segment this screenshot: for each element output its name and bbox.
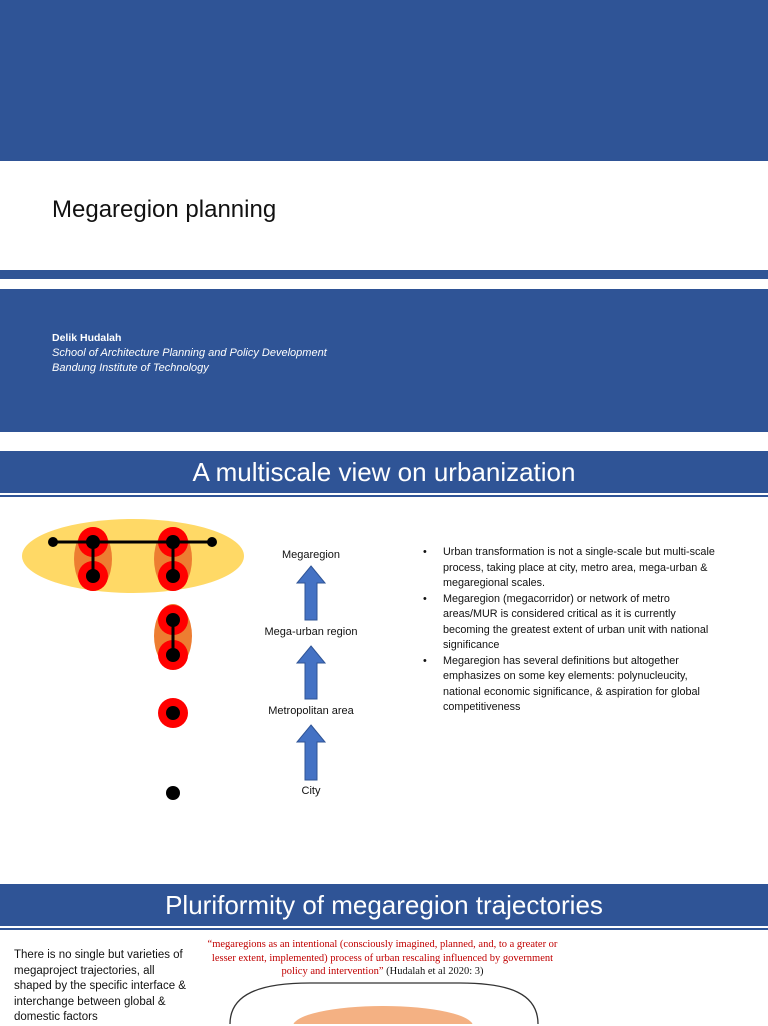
mur-city-1 bbox=[166, 613, 180, 627]
megaregion-ellipse bbox=[22, 519, 244, 593]
megaregion-city-5 bbox=[166, 569, 180, 583]
author-name: Delik Hudalah bbox=[52, 332, 122, 344]
city-dot bbox=[166, 786, 180, 800]
trajectory-inner-shape bbox=[293, 1006, 473, 1024]
arrow-to-metropolitan-area bbox=[297, 725, 325, 780]
level-label-city: City bbox=[301, 785, 321, 797]
quote-citation: (Hudalah et al 2020: 3) bbox=[386, 966, 484, 977]
megaregion-definition-quote bbox=[205, 938, 560, 979]
quote-text: “megaregions as an intentional (consciously imagined, planned, and, to a greater or lesser extent, implemented) process of urban rescaling influenced by government policy and intervention” bbox=[207, 939, 558, 977]
level-label-megaregion: Megaregion bbox=[281, 549, 341, 561]
bullet-item: • Urban transformation is not a single-scale but multi-scale process, taking place at city, metro area, mega-urban & megaregional scales. bbox=[423, 545, 723, 592]
bullet-item: • Megaregion has several definitions but altogether emphasizes on some key elements: polynucleucity, national economic significance, & aspiration for global competitiveness bbox=[423, 654, 723, 716]
author-affiliation-school: School of Architecture Planning and Policy Development bbox=[52, 347, 327, 359]
mur-city-2 bbox=[166, 648, 180, 662]
metro-area-city bbox=[166, 706, 180, 720]
level-label-mega-urban-region: Mega-urban region bbox=[264, 626, 358, 638]
megaregion-city-6 bbox=[207, 537, 217, 547]
multiscale-bullet-list bbox=[423, 545, 723, 716]
bullet-item: • Megaregion (megacorridor) or network of metro areas/MUR is considered critical as it is currently becoming the greatest extent of urban unit with national significance bbox=[423, 592, 723, 654]
megaregion-city-4 bbox=[166, 535, 180, 549]
megaregion-city-2 bbox=[86, 535, 100, 549]
arrow-to-mega-urban-region bbox=[297, 646, 325, 699]
author-block bbox=[52, 331, 327, 376]
divider-band bbox=[0, 270, 768, 279]
slide3-title: Pluriformity of megaregion trajectories bbox=[165, 890, 603, 920]
level-label-metropolitan-area: Metropolitan area bbox=[268, 705, 354, 717]
header-band bbox=[0, 0, 768, 161]
slide2-title: A multiscale view on urbanization bbox=[192, 457, 576, 487]
arrow-to-megaregion bbox=[297, 566, 325, 620]
trajectory-diagram bbox=[200, 980, 560, 1024]
trajectories-description: There is no single but varieties of megaproject trajectories, all shaped by the specific interface & interchange between global & domestic factors bbox=[14, 949, 186, 1023]
megaregion-city-3 bbox=[86, 569, 100, 583]
megaregion-city-1 bbox=[48, 537, 58, 547]
slide2-title-underline bbox=[0, 495, 768, 497]
slide3-title-underline bbox=[0, 928, 768, 930]
author-affiliation-institute: Bandung Institute of Technology bbox=[52, 362, 209, 374]
slide-title-megaregion-planning: Megaregion planning bbox=[52, 196, 277, 223]
